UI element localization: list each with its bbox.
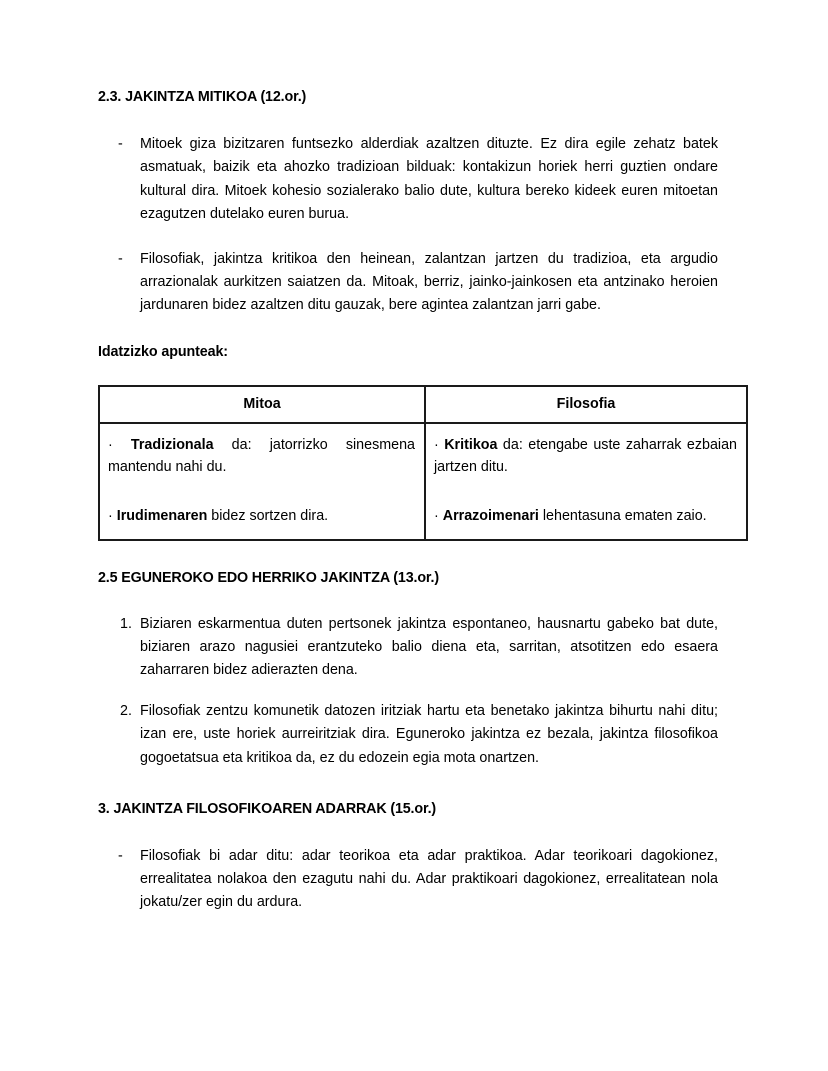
list-item — [98, 248, 718, 317]
spacer — [98, 770, 718, 800]
cell-bullet-item — [108, 505, 415, 528]
section-heading-2-3: 2.3. JAKINTZA MITIKOA (12.or.) — [98, 89, 307, 105]
middot-bullet-icon: · — [434, 507, 439, 524]
dash-bullet-marker: - — [118, 847, 123, 864]
table-header-mitoa: Mitoa — [99, 386, 425, 423]
bullet-list-3 — [98, 845, 718, 914]
cell-bullet-item — [434, 434, 737, 479]
middot-bullet-icon: · — [108, 436, 113, 453]
table-body — [99, 423, 747, 541]
cell-bullet-item — [108, 434, 415, 479]
middot-bullet-icon: · — [108, 507, 113, 524]
list-item-text: Mitoek giza bizitzaren funtsezko alderdiak azaltzen dituzte. Ez dira egile zehatz batek asmatuak, baizik eta ahozko tradizioan bilduak: kontakizun horiek herri guztien ondare kultural dira. Mitoek kohesio sozialerako balio dute, kultura bereko kideek euren mitoetan ezagutzen dutelako euren burua. — [140, 136, 718, 222]
table-header — [99, 386, 747, 423]
spacer — [98, 541, 718, 569]
numbered-list-2-5 — [98, 613, 718, 770]
spacer — [98, 682, 718, 700]
document-content — [98, 88, 737, 914]
list-item-text: Filosofiak, jakintza kritikoa den heinean, zalantzan jartzen du tradizioa, eta argudio arrazionalak aurkitzen saiatzen da. Mitoak, berriz, jainko-jainkosen eta antzinako heroien jardunaren bidez azaltzen ditu gauzak, bere agintea zalantzan jarri gabe. — [140, 250, 718, 314]
cell-bullet-text: da: etengabe uste zaharrak ezbaian jartzen ditu. — [434, 436, 737, 476]
table-header-filosofia: Filosofia — [425, 386, 747, 423]
list-item — [98, 845, 718, 914]
cell-bullet-text: da: jatorrizko sinesmena mantendu nahi du. — [108, 436, 415, 476]
cell-bullet-keyword: Arrazoimenari — [442, 507, 539, 524]
cell-bullet-keyword: Irudimenaren — [116, 507, 208, 524]
spacer — [98, 226, 718, 248]
list-number-marker: 1. — [120, 615, 132, 632]
table-header-row — [99, 386, 747, 423]
table-cell-filosofia — [425, 423, 747, 541]
notes-label: Idatzizko apunteak: — [98, 344, 228, 361]
list-item — [98, 133, 718, 226]
spacer — [98, 589, 718, 613]
table-cell-mitoa — [99, 423, 425, 541]
cell-bullet-keyword: Tradizionala — [130, 436, 214, 453]
bullet-list-2-3 — [98, 133, 718, 317]
list-item-text: Biziaren eskarmentua duten pertsonek jakintza espontaneo, hausnartu gabeko bat dute, biziaren arazo nagusiei erantzuteko balio diena eta, sarritan, atsotitzen edo esaera zaharraren bidez adierazten dena. — [140, 615, 718, 679]
spacer — [98, 317, 718, 343]
list-item — [98, 700, 718, 769]
list-item — [98, 613, 718, 682]
table-row — [99, 423, 747, 541]
spacer — [98, 819, 718, 845]
section-heading-2-5: 2.5 EGUNEROKO EDO HERRIKO JAKINTZA (13.or.) — [98, 570, 439, 587]
middot-bullet-icon: · — [434, 436, 439, 453]
cell-bullet-item — [434, 505, 737, 528]
dash-bullet-marker: - — [118, 250, 123, 267]
spacer — [98, 107, 718, 133]
cell-bullet-text: bidez sortzen dira. — [207, 507, 329, 524]
dash-bullet-marker: - — [118, 136, 123, 153]
spacer — [98, 363, 718, 385]
cell-bullet-text: lehentasuna ematen zaio. — [538, 507, 707, 524]
list-number-marker: 2. — [120, 703, 132, 720]
cell-bullet-keyword: Kritikoa — [444, 436, 498, 453]
list-item-text: Filosofiak bi adar ditu: adar teorikoa eta adar praktikoa. Adar teorikoari dagokionez, errealitatea nolakoa den ezagutu nahi du. Adar praktikoari dagokionez, errealitatean nola jokatu/zer egin du ardura. — [140, 847, 718, 911]
list-item-text: Filosofiak zentzu komunetik datozen iritziak hartu eta benetako jakintza bihurtu nahi ditu; izan ere, uste horiek aurreiritziak dira. Eguneroko jakintza ez bezala, jakintza filosofikoa gogoetatsua eta kritikoa da, ez du edozein egia mota onartzen. — [140, 703, 718, 766]
section-heading-3: 3. JAKINTZA FILOSOFIKOAREN ADARRAK (15.or.) — [98, 800, 437, 817]
comparison-table — [98, 385, 748, 542]
